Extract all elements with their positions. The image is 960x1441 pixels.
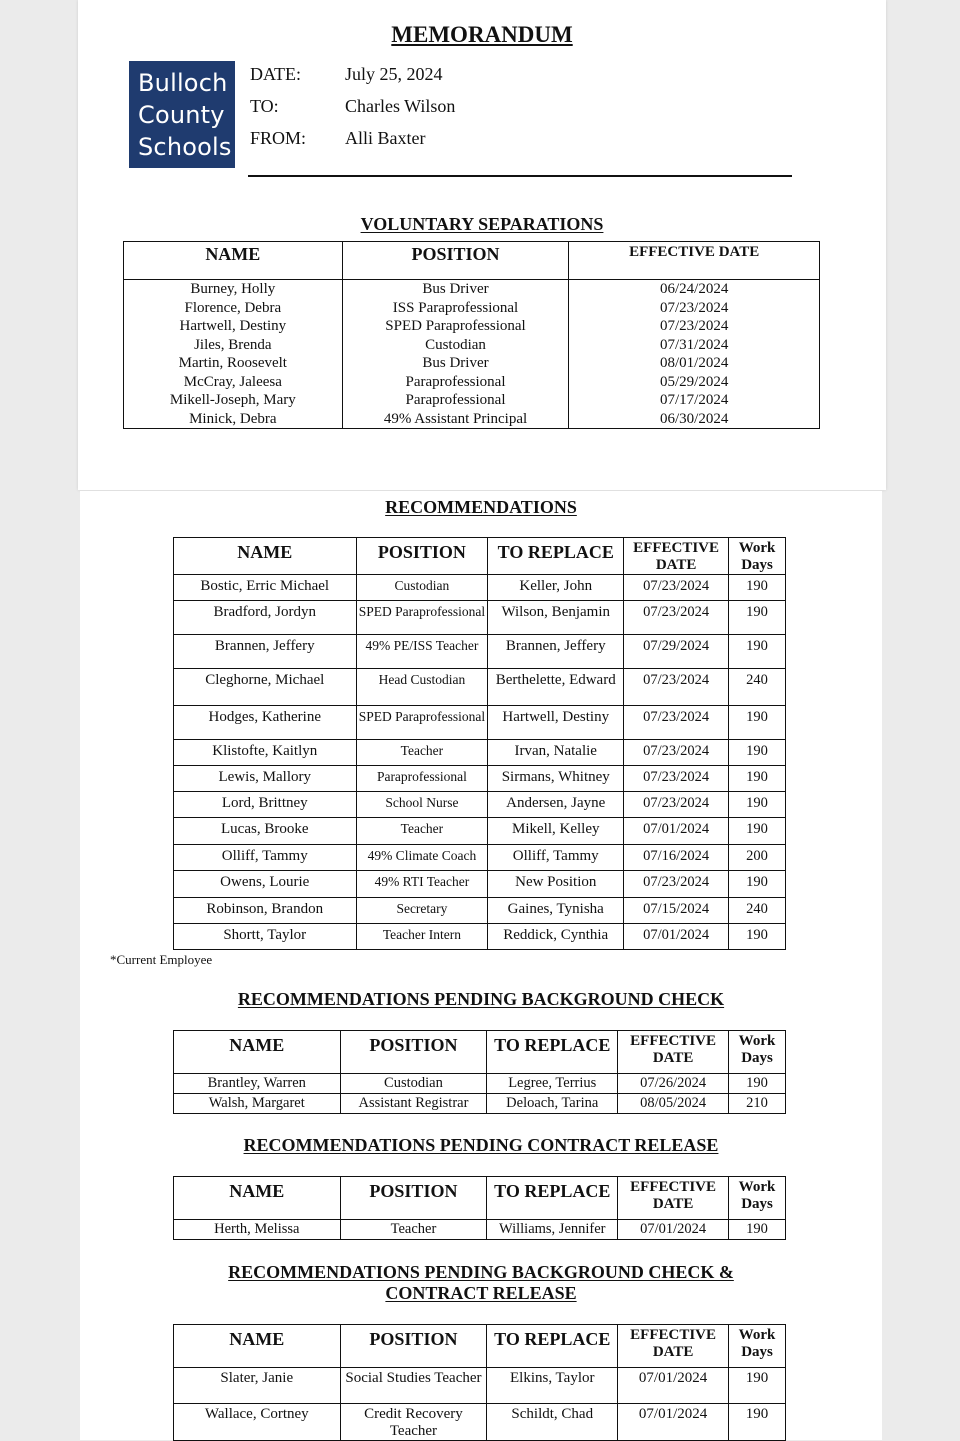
table-cell: Williams, Jennifer <box>487 1220 618 1240</box>
table-row <box>174 1074 786 1094</box>
table-cell: 07/23/2024 <box>624 740 729 766</box>
column-header: NAME <box>174 538 357 575</box>
table-row <box>174 669 786 706</box>
pending-background-table <box>173 1030 786 1114</box>
table-row <box>174 635 786 669</box>
table-cell: Irvan, Natalie <box>488 740 624 766</box>
pending-both-table <box>173 1324 786 1441</box>
table-cell: Hartwell, Destiny <box>124 317 343 336</box>
table-cell: Robinson, Brandon <box>174 898 357 924</box>
table-cell: Jiles, Brenda <box>124 336 343 355</box>
table-cell: Owens, Lourie <box>174 871 357 898</box>
table-cell: Custodian <box>340 1074 487 1094</box>
table-cell: Andersen, Jayne <box>488 792 624 818</box>
table-row <box>174 1220 786 1240</box>
table-cell: 190 <box>729 575 786 601</box>
table-cell: Hartwell, Destiny <box>488 706 624 740</box>
table-cell: 190 <box>729 1368 786 1404</box>
title-line: CONTRACT RELEASE <box>385 1283 577 1303</box>
column-header: POSITION <box>356 538 488 575</box>
table-cell: Wallace, Cortney <box>174 1404 341 1441</box>
logo-line: Schools <box>138 133 232 161</box>
table-cell: Reddick, Cynthia <box>488 924 624 950</box>
column-header: NAME <box>174 1177 341 1220</box>
table-cell: 07/23/2024 <box>624 766 729 792</box>
table-cell: Bus Driver <box>342 280 569 299</box>
table-cell: Cleghorne, Michael <box>174 669 357 706</box>
to-value: Charles Wilson <box>345 96 456 116</box>
table-cell: ISS Paraprofessional <box>342 299 569 318</box>
table-cell: Hodges, Katherine <box>174 706 357 740</box>
section-title-pending-background: RECOMMENDATIONS PENDING BACKGROUND CHECK <box>237 989 725 1009</box>
district-logo <box>129 61 235 168</box>
table-cell: 06/30/2024 <box>569 410 820 429</box>
table-cell: 190 <box>729 740 786 766</box>
table-cell: Elkins, Taylor <box>487 1368 618 1404</box>
table-cell: Paraprofessional <box>342 373 569 392</box>
table-cell: 49% RTI Teacher <box>356 871 488 898</box>
column-header: POSITION <box>342 242 569 280</box>
table-cell: Sirmans, Whitney <box>488 766 624 792</box>
section-title-pending-contract: RECOMMENDATIONS PENDING CONTRACT RELEASE <box>243 1135 719 1155</box>
table-row <box>124 299 820 318</box>
table-cell: Brantley, Warren <box>174 1074 341 1094</box>
memo-page-2 <box>80 491 882 1440</box>
table-cell: Custodian <box>342 336 569 355</box>
table-cell: Lord, Brittney <box>174 792 357 818</box>
table-cell: Teacher <box>340 1220 487 1240</box>
table-cell: Walsh, Margaret <box>174 1094 341 1114</box>
table-body <box>174 1074 786 1114</box>
table-cell: 190 <box>729 924 786 950</box>
table-cell: 07/23/2024 <box>624 669 729 706</box>
column-header: EFFECTIVE DATE <box>569 242 820 280</box>
table-cell: 190 <box>729 792 786 818</box>
table-cell: 07/23/2024 <box>624 601 729 635</box>
table-row <box>124 317 820 336</box>
table-cell: 07/01/2024 <box>618 1404 729 1441</box>
table-cell: Bus Driver <box>342 354 569 373</box>
separations-table <box>123 241 820 429</box>
table-row <box>174 1368 786 1404</box>
table-cell: Lewis, Mallory <box>174 766 357 792</box>
table-cell: Shortt, Taylor <box>174 924 357 950</box>
column-header: POSITION <box>340 1177 487 1220</box>
table-cell: 07/23/2024 <box>569 317 820 336</box>
table-cell: 190 <box>729 1074 786 1094</box>
column-header: POSITION <box>340 1031 487 1074</box>
table-cell: 49% Climate Coach <box>356 845 488 871</box>
column-header: Work Days <box>729 1177 786 1220</box>
table-cell: Deloach, Tarina <box>487 1094 618 1114</box>
table-body <box>174 1220 786 1240</box>
table-cell: 190 <box>729 1404 786 1441</box>
table-cell: 07/23/2024 <box>624 871 729 898</box>
table-cell: Keller, John <box>488 575 624 601</box>
table-row <box>174 601 786 635</box>
table-row <box>174 818 786 845</box>
table-cell: Teacher Intern <box>356 924 488 950</box>
memo-title: MEMORANDUM <box>391 22 573 47</box>
to-label: TO: <box>250 96 279 116</box>
table-row <box>174 1404 786 1441</box>
table-cell: School Nurse <box>356 792 488 818</box>
table-cell: 190 <box>729 871 786 898</box>
table-cell: Bradford, Jordyn <box>174 601 357 635</box>
table-cell: Klistofte, Kaitlyn <box>174 740 357 766</box>
table-cell: Schildt, Chad <box>487 1404 618 1441</box>
table-row <box>174 792 786 818</box>
table-cell: Gaines, Tynisha <box>488 898 624 924</box>
table-row <box>174 924 786 950</box>
column-header: NAME <box>124 242 343 280</box>
table-cell: Martin, Roosevelt <box>124 354 343 373</box>
column-header: NAME <box>174 1031 341 1074</box>
table-cell: 07/23/2024 <box>624 706 729 740</box>
table-cell: Teacher <box>356 740 488 766</box>
table-cell: Brannen, Jeffery <box>488 635 624 669</box>
table-row <box>124 391 820 410</box>
header-divider <box>248 175 792 177</box>
table-cell: 190 <box>729 601 786 635</box>
table-cell: Assistant Registrar <box>340 1094 487 1114</box>
table-cell: Paraprofessional <box>356 766 488 792</box>
table-row <box>124 336 820 355</box>
table-cell: Credit Recovery Teacher <box>340 1404 487 1441</box>
table-row <box>124 373 820 392</box>
recommendations-table <box>173 537 786 950</box>
table-cell: 190 <box>729 818 786 845</box>
table-cell: Head Custodian <box>356 669 488 706</box>
table-cell: SPED Paraprofessional <box>342 317 569 336</box>
table-cell: Teacher <box>356 818 488 845</box>
logo-line: Bulloch <box>138 69 228 97</box>
table-cell: 200 <box>729 845 786 871</box>
table-cell: 05/29/2024 <box>569 373 820 392</box>
table-cell: Mikell-Joseph, Mary <box>124 391 343 410</box>
column-header: EFFECTIVE DATE <box>618 1177 729 1220</box>
column-header: NAME <box>174 1325 341 1368</box>
table-cell: Burney, Holly <box>124 280 343 299</box>
table-cell: 07/01/2024 <box>618 1368 729 1404</box>
table-cell: SPED Paraprofessional <box>356 706 488 740</box>
separations-table-body <box>124 280 820 429</box>
table-cell: Paraprofessional <box>342 391 569 410</box>
column-header: Work Days <box>729 1325 786 1368</box>
table-row <box>124 410 820 429</box>
column-header: EFFECTIVE DATE <box>618 1031 729 1074</box>
table-cell: 07/23/2024 <box>569 299 820 318</box>
table-cell: Mikell, Kelley <box>488 818 624 845</box>
section-title-separations: VOLUNTARY SEPARATIONS <box>360 214 604 234</box>
table-cell: Minick, Debra <box>124 410 343 429</box>
title-line: RECOMMENDATIONS PENDING BACKGROUND CHECK & <box>228 1262 734 1282</box>
from-label: FROM: <box>250 128 307 148</box>
table-cell: 07/01/2024 <box>624 924 729 950</box>
column-header: Work Days <box>729 1031 786 1074</box>
table-row <box>174 575 786 601</box>
table-cell: Olliff, Tammy <box>174 845 357 871</box>
table-cell: 08/01/2024 <box>569 354 820 373</box>
column-header: TO REPLACE <box>487 1177 618 1220</box>
table-cell: Lucas, Brooke <box>174 818 357 845</box>
table-cell: 07/16/2024 <box>624 845 729 871</box>
table-row <box>174 706 786 740</box>
table-cell: 08/05/2024 <box>618 1094 729 1114</box>
table-cell: 240 <box>729 669 786 706</box>
table-row <box>124 354 820 373</box>
table-cell: McCray, Jaleesa <box>124 373 343 392</box>
pending-contract-table <box>173 1176 786 1240</box>
table-cell: 07/31/2024 <box>569 336 820 355</box>
table-row <box>124 280 820 299</box>
logo-line: County <box>138 101 225 129</box>
table-cell: Social Studies Teacher <box>340 1368 487 1404</box>
table-cell: Custodian <box>356 575 488 601</box>
table-cell: 190 <box>729 706 786 740</box>
table-cell: 07/17/2024 <box>569 391 820 410</box>
table-cell: 07/26/2024 <box>618 1074 729 1094</box>
column-header: TO REPLACE <box>488 538 624 575</box>
table-cell: 190 <box>729 635 786 669</box>
footnote: *Current Employee <box>110 952 213 967</box>
table-row <box>174 766 786 792</box>
table-cell: Secretary <box>356 898 488 924</box>
memo-page-1 <box>78 0 886 490</box>
section-title-pending-both <box>80 1262 882 1304</box>
column-header: TO REPLACE <box>487 1031 618 1074</box>
table-row <box>174 845 786 871</box>
table-cell: 49% Assistant Principal <box>342 410 569 429</box>
table-cell: 240 <box>729 898 786 924</box>
table-cell: Brannen, Jeffery <box>174 635 357 669</box>
table-cell: 07/01/2024 <box>624 818 729 845</box>
date-label: DATE: <box>250 64 301 84</box>
table-cell: 190 <box>729 766 786 792</box>
table-row <box>174 740 786 766</box>
date-value: July 25, 2024 <box>345 64 443 84</box>
table-cell: 49% PE/ISS Teacher <box>356 635 488 669</box>
from-value: Alli Baxter <box>345 128 426 148</box>
table-body <box>174 1368 786 1441</box>
table-cell: 07/15/2024 <box>624 898 729 924</box>
table-cell: Herth, Melissa <box>174 1220 341 1240</box>
column-header: EFFECTIVE DATE <box>624 538 729 575</box>
column-header: EFFECTIVE DATE <box>618 1325 729 1368</box>
table-cell: 06/24/2024 <box>569 280 820 299</box>
table-cell: Berthelette, Edward <box>488 669 624 706</box>
table-cell: 210 <box>729 1094 786 1114</box>
table-cell: 07/23/2024 <box>624 792 729 818</box>
table-row <box>174 1094 786 1114</box>
table-cell: 07/23/2024 <box>624 575 729 601</box>
table-cell: Slater, Janie <box>174 1368 341 1404</box>
column-header: POSITION <box>340 1325 487 1368</box>
table-cell: 190 <box>729 1220 786 1240</box>
table-row <box>174 871 786 898</box>
table-cell: Legree, Terrius <box>487 1074 618 1094</box>
recommendations-table-body <box>174 575 786 950</box>
table-cell: 07/01/2024 <box>618 1220 729 1240</box>
table-cell: 07/29/2024 <box>624 635 729 669</box>
table-cell: New Position <box>488 871 624 898</box>
table-cell: Olliff, Tammy <box>488 845 624 871</box>
table-cell: Bostic, Erric Michael <box>174 575 357 601</box>
column-header: Work Days <box>729 538 786 575</box>
table-row <box>174 898 786 924</box>
section-title-recommendations: RECOMMENDATIONS <box>385 497 577 517</box>
column-header: TO REPLACE <box>487 1325 618 1368</box>
table-cell: Florence, Debra <box>124 299 343 318</box>
table-cell: Wilson, Benjamin <box>488 601 624 635</box>
table-cell: SPED Paraprofessional <box>356 601 488 635</box>
